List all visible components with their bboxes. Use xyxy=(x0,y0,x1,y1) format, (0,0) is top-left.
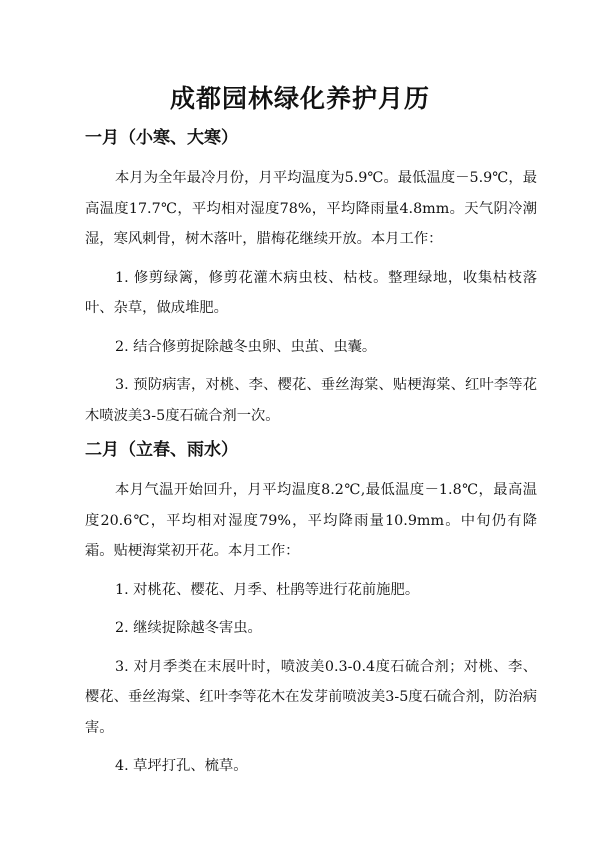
month-intro: 本月气温开始回升，月平均温度8.2℃,最低温度－1.8℃，最高温度20.6℃，平均相对湿度79%，平均降雨量10.9mm。中旬仍有降霜。贴梗海棠初开花。本月工作： xyxy=(85,482,537,559)
work-item: 2. 结合修剪捉除越冬虫卵、虫茧、虫囊。 xyxy=(115,338,377,355)
month-section-january xyxy=(85,127,537,439)
work-item: 3. 预防病害，对桃、李、樱花、垂丝海棠、贴梗海棠、红叶李等花木喷波美3-5度石硫合剂一次。 xyxy=(85,377,537,424)
work-item: 1. 修剪绿篱，修剪花灌木病虫枝、枯枝。整理绿地，收集枯枝落叶、杂草，做成堆肥。 xyxy=(85,269,537,316)
month-section-february xyxy=(85,439,537,790)
work-item: 1. 对桃花、樱花、月季、杜鹃等进行花前施肥。 xyxy=(115,581,420,598)
work-item: 3. 对月季类在末展叶时，喷波美0.3-0.4度石硫合剂；对桃、李、樱花、垂丝海棠、红叶李等花木在发芽前喷波美3-5度石硫合剂，防治病害。 xyxy=(85,658,537,736)
page-title: 成都园林绿化养护月历 xyxy=(169,84,430,113)
month-intro: 本月为全年最冷月份，月平均温度为5.9℃。最低温度－5.9℃，最高温度17.7℃，平均相对湿度78%，平均降雨量4.8mm。天气阴冷潮湿，寒风刺骨，树木落叶，腊梅花继续开放。本月工作： xyxy=(85,170,537,247)
month-heading: 一月（小寒、大寒） xyxy=(85,128,238,148)
month-heading: 二月（立春、雨水） xyxy=(85,440,238,460)
work-item: 4. 草坪打孔、梳草。 xyxy=(115,758,248,774)
work-item: 2. 继续捉除越冬害虫。 xyxy=(115,620,262,636)
